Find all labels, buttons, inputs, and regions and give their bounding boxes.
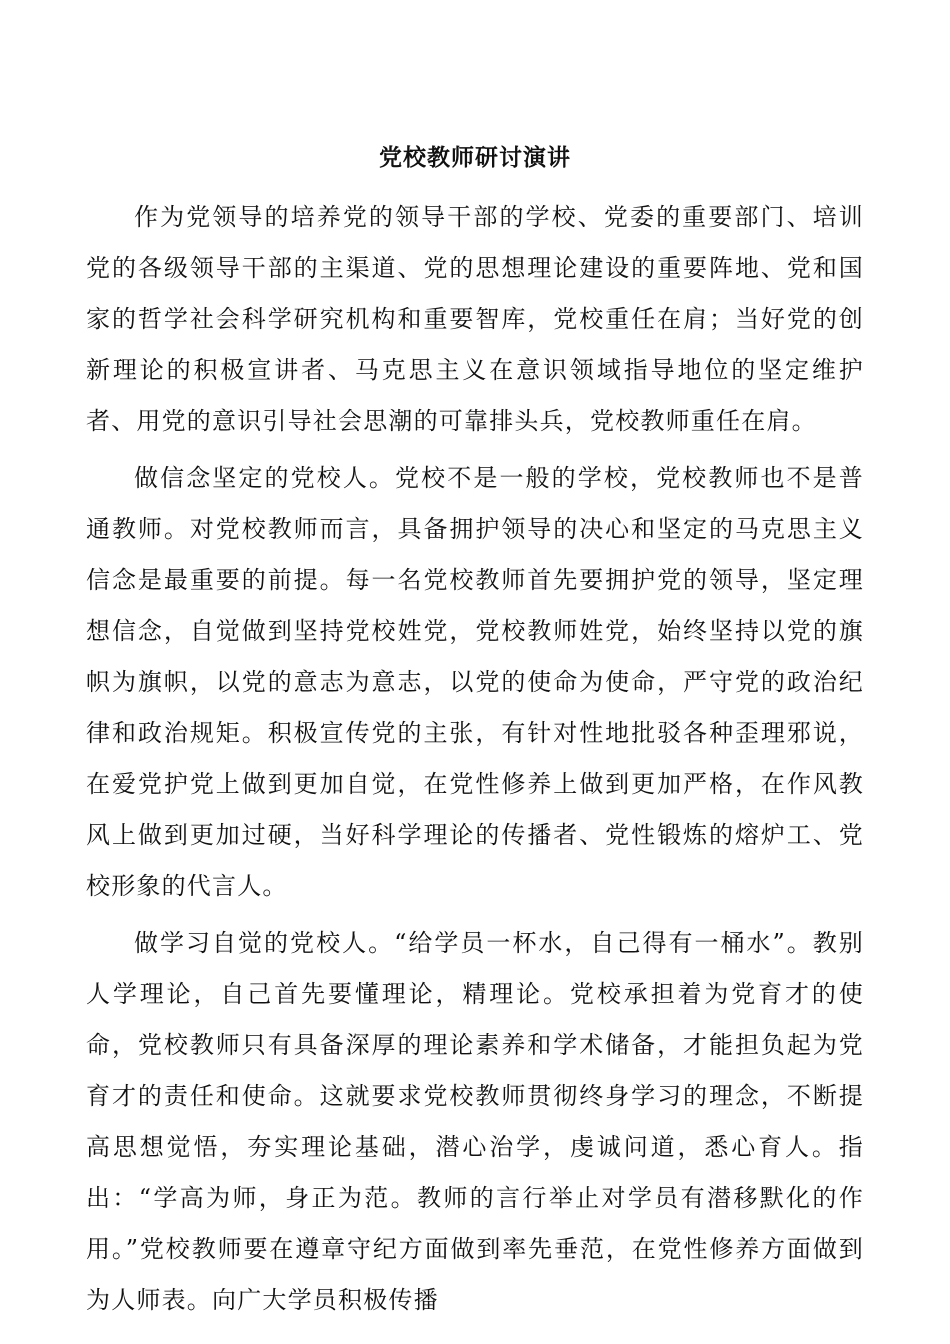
document-body <box>86 192 864 1332</box>
paragraph-2: 做信念坚定的党校人。党校不是一般的学校，党校教师也不是普通教师。对党校教师而言，具备拥护领导的决心和坚定的马克思主义信念是最重要的前提。每一名党校教师首先要拥护党的领导，坚定理想信念，自觉做到坚持党校姓党，党校教师姓党，始终坚持以党的旗帜为旗帜，以党的意志为意志，以党的使命为使命，严守党的政治纪律和政治规矩。积极宣传党的主张，有针对性地批驳各种歪理邪说，在爱党护党上做到更加自觉，在党性修养上做到更加严格，在作风教风上做到更加过硬，当好科学理论的传播者、党性锻炼的熔炉工、党校形象的代言人。 <box>86 464 864 900</box>
paragraph-1: 作为党领导的培养党的领导干部的学校、党委的重要部门、培训党的各级领导干部的主渠道、党的思想理论建设的重要阵地、党和国家的哲学社会科学研究机构和重要智库，党校重任在肩；当好党的创新理论的积极宣讲者、马克思主义在意识领域指导地位的坚定维护者、用党的意识引导社会思潮的可靠排头兵，党校教师重任在肩。 <box>86 203 864 435</box>
paragraph-3: 做学习自觉的党校人。“给学员一杯水，自己得有一桶水”。教别人学理论，自己首先要懂理论，精理论。党校承担着为党育才的使命，党校教师只有具备深厚的理论素养和学术储备，才能担负起为党育才的责任和使命。这就要求党校教师贯彻终身学习的理念，不断提高思想觉悟，夯实理论基础，潜心治学，虔诚问道，悉心育人。指出：“学高为师，身正为范。教师的言行举止对学员有潜移默化的作用。”党校教师要在遵章守纪方面做到率先垂范，在党性修养方面做到为人师表。向广大学员积极传播 <box>86 929 864 1314</box>
document-title: 党校教师研讨演讲 <box>379 144 571 171</box>
